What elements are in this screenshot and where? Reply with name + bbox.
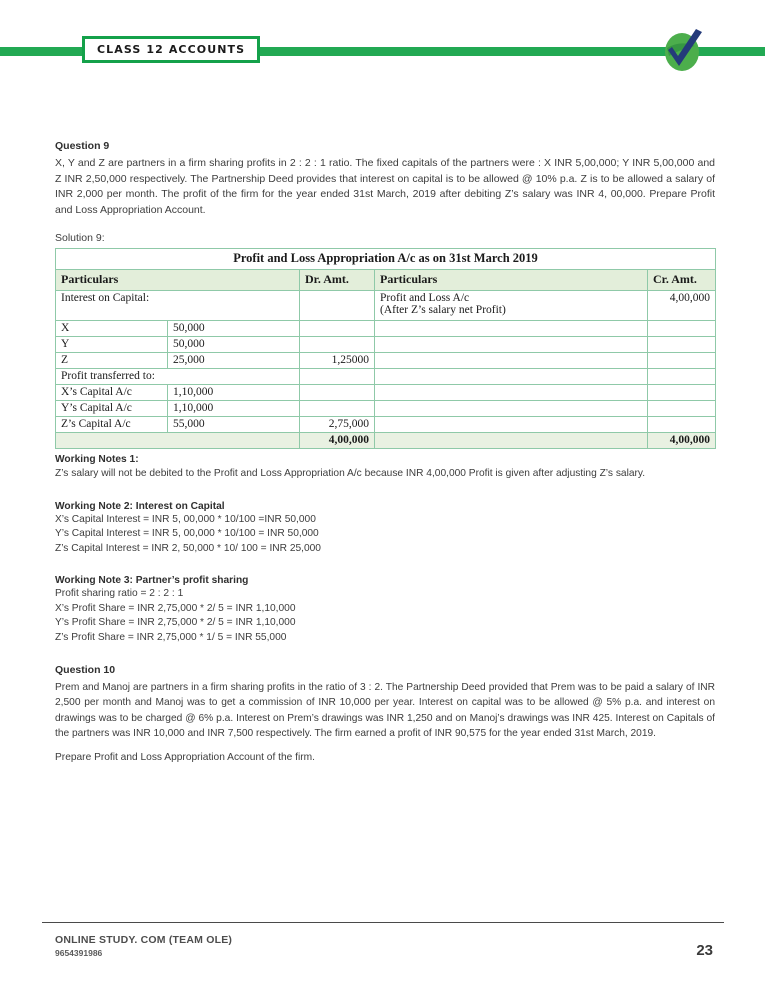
table-row bbox=[56, 337, 716, 353]
cell-dr-sub: 50,000 bbox=[168, 321, 300, 337]
cell-total-cr-amt: 4,00,000 bbox=[648, 433, 716, 449]
spacer bbox=[55, 742, 715, 750]
cell-dr-sub: 50,000 bbox=[168, 337, 300, 353]
table-row bbox=[56, 401, 716, 417]
cell-cr-amt: 4,00,000 bbox=[648, 291, 716, 321]
page-header bbox=[0, 0, 765, 110]
cell-dr-amt bbox=[300, 385, 375, 401]
table-row bbox=[56, 369, 716, 385]
cell-cr-label bbox=[375, 385, 648, 401]
cell-cr-amt bbox=[648, 321, 716, 337]
leaf-check-logo-icon bbox=[655, 26, 711, 78]
cell-dr-sub: 1,10,000 bbox=[168, 385, 300, 401]
working-note-1-heading: Working Notes 1: bbox=[55, 454, 139, 465]
cell-cr-label bbox=[375, 369, 648, 385]
column-header-dr-amt: Dr. Amt. bbox=[300, 270, 375, 291]
cell-dr-sub: 55,000 bbox=[168, 417, 300, 433]
cell-cr-amt bbox=[648, 417, 716, 433]
class-badge bbox=[82, 36, 260, 63]
cell-dr-label: Profit transferred to: bbox=[56, 369, 300, 385]
cell-cr-label bbox=[375, 291, 648, 321]
question-10-instruction: Prepare Profit and Loss Appropriation Account of the firm. bbox=[55, 751, 315, 763]
cell-dr-sub: 25,000 bbox=[168, 353, 300, 369]
question-10-title: Question 10 bbox=[55, 663, 116, 676]
table-total-row bbox=[56, 433, 716, 449]
cell-dr-label: Interest on Capital: bbox=[56, 291, 300, 321]
spacer bbox=[55, 556, 715, 570]
cell-dr-amt bbox=[300, 337, 375, 353]
working-note-2-line: Y’s Capital Interest = INR 5, 00,000 * 10/100 = INR 50,000 bbox=[55, 528, 319, 540]
footer-divider bbox=[42, 922, 724, 923]
table-row bbox=[56, 417, 716, 433]
cell-cr-label bbox=[375, 353, 648, 369]
footer-branding bbox=[55, 934, 232, 958]
cell-cr-label bbox=[375, 401, 648, 417]
working-note-2-heading: Working Note 2: Interest on Capital bbox=[55, 500, 225, 512]
cell-cr-label-line1: Profit and Loss A/c bbox=[380, 292, 470, 304]
question-9-title: Question 9 bbox=[55, 140, 110, 152]
cell-dr-sub: 1,10,000 bbox=[168, 401, 300, 417]
cell-cr-amt bbox=[648, 353, 716, 369]
cell-dr-label: Y bbox=[56, 337, 168, 353]
cell-dr-amt: 1,25000 bbox=[300, 353, 375, 369]
cell-cr-amt bbox=[648, 369, 716, 385]
working-note-3-line: Y’s Profit Share = INR 2,75,000 * 2/ 5 = INR 1,10,000 bbox=[55, 617, 296, 629]
cell-cr-label bbox=[375, 321, 648, 337]
column-header-particulars-dr: Particulars bbox=[56, 270, 300, 291]
cell-cr-label-line2: (After Z’s salary net Profit) bbox=[380, 304, 506, 316]
solution-9-label: Solution 9: bbox=[55, 232, 105, 244]
class-badge-label: CLASS 12 ACCOUNTS bbox=[97, 43, 246, 56]
footer-phone-number: 9654391986 bbox=[55, 948, 103, 958]
cell-dr-amt: 2,75,000 bbox=[300, 417, 375, 433]
column-header-cr-amt: Cr. Amt. bbox=[648, 270, 716, 291]
cell-dr-amt bbox=[300, 401, 375, 417]
table-row bbox=[56, 291, 716, 321]
working-note-3-heading: Working Note 3: Partner’s profit sharing bbox=[55, 575, 249, 587]
cell-cr-amt bbox=[648, 385, 716, 401]
table-row bbox=[56, 385, 716, 401]
footer-site-name: ONLINE STUDY. COM (TEAM OLE) bbox=[55, 934, 233, 946]
question-9-body: X, Y and Z are partners in a firm sharing profits in 2 : 2 : 1 ratio. The fixed capitals of the partners were : X INR 5,00,000; Y INR 5,00,000 and Z INR 2,50,000 respectively. The Partnership Deed provides that interest on capital is to be allowed @ 10% p.a. Z is to be allowed a salary of INR 2,000 per month. The profit of the firm for the year ended 31st March, 2019 after debiting Z’s salary was INR 4, 00,000. Prepare Profit and Loss Appropriation Account. bbox=[55, 157, 715, 216]
table-title-row bbox=[56, 249, 716, 270]
spacer bbox=[55, 646, 715, 664]
cell-dr-amt bbox=[300, 369, 375, 385]
table-title: Profit and Loss Appropriation A/c as on 31st March 2019 bbox=[56, 249, 716, 270]
profit-loss-appropriation-table bbox=[55, 248, 716, 449]
cell-total-dr-label bbox=[56, 433, 300, 449]
cell-dr-label: Y’s Capital A/c bbox=[56, 401, 168, 417]
working-note-3-line: X’s Profit Share = INR 2,75,000 * 2/ 5 = INR 1,10,000 bbox=[55, 602, 296, 614]
table-row bbox=[56, 353, 716, 369]
page-number: 23 bbox=[696, 942, 713, 959]
cell-dr-label: X’s Capital A/c bbox=[56, 385, 168, 401]
table-header-row bbox=[56, 270, 716, 291]
working-note-2-line: Z’s Capital Interest = INR 2, 50,000 * 10/ 100 = INR 25,000 bbox=[55, 542, 321, 554]
spacer bbox=[55, 482, 715, 496]
working-note-3-line: Profit sharing ratio = 2 : 2 : 1 bbox=[55, 588, 184, 600]
working-note-1-body: Z’s salary will not be debited to the Profit and Loss Appropriation A/c because INR 4,00,000 Profit is given after adjusting Z’s salary. bbox=[55, 468, 646, 479]
cell-total-cr-label bbox=[375, 433, 648, 449]
cell-cr-label bbox=[375, 337, 648, 353]
cell-dr-label: Z’s Capital A/c bbox=[56, 417, 168, 433]
cell-cr-label bbox=[375, 417, 648, 433]
cell-dr-label: Z bbox=[56, 353, 168, 369]
working-note-3-line: Z’s Profit Share = INR 2,75,000 * 1/ 5 = INR 55,000 bbox=[55, 632, 287, 644]
cell-dr-amt bbox=[300, 321, 375, 337]
cell-total-dr-amt: 4,00,000 bbox=[300, 433, 375, 449]
question-10-body: Prem and Manoj are partners in a firm sharing profits in the ratio of 3 : 2. The Partnership Deed provided that Prem was to be paid a salary of INR 2,500 per month and Manoj was to get a commission of INR 10,000 per year. Interest on capital was to be allowed @ 5% p.a. and interest on drawings was to be charged @ 6% p.a. Interest on Prem’s drawings was INR 1,250 and on Manoj’s drawings was INR 425. Interest on Capitals of the partners was INR 10,000 and INR 7,500 respectively. The firm earned a profit of INR 90,575 for the year ended 31st March, 2019. bbox=[55, 681, 715, 740]
cell-dr-amt bbox=[300, 291, 375, 321]
cell-dr-label: X bbox=[56, 321, 168, 337]
cell-cr-amt bbox=[648, 337, 716, 353]
page-content bbox=[55, 140, 715, 765]
column-header-particulars-cr: Particulars bbox=[375, 270, 648, 291]
cell-cr-amt bbox=[648, 401, 716, 417]
table-row bbox=[56, 321, 716, 337]
working-note-2-line: X’s Capital Interest = INR 5, 00,000 * 10/100 =INR 50,000 bbox=[55, 513, 316, 525]
